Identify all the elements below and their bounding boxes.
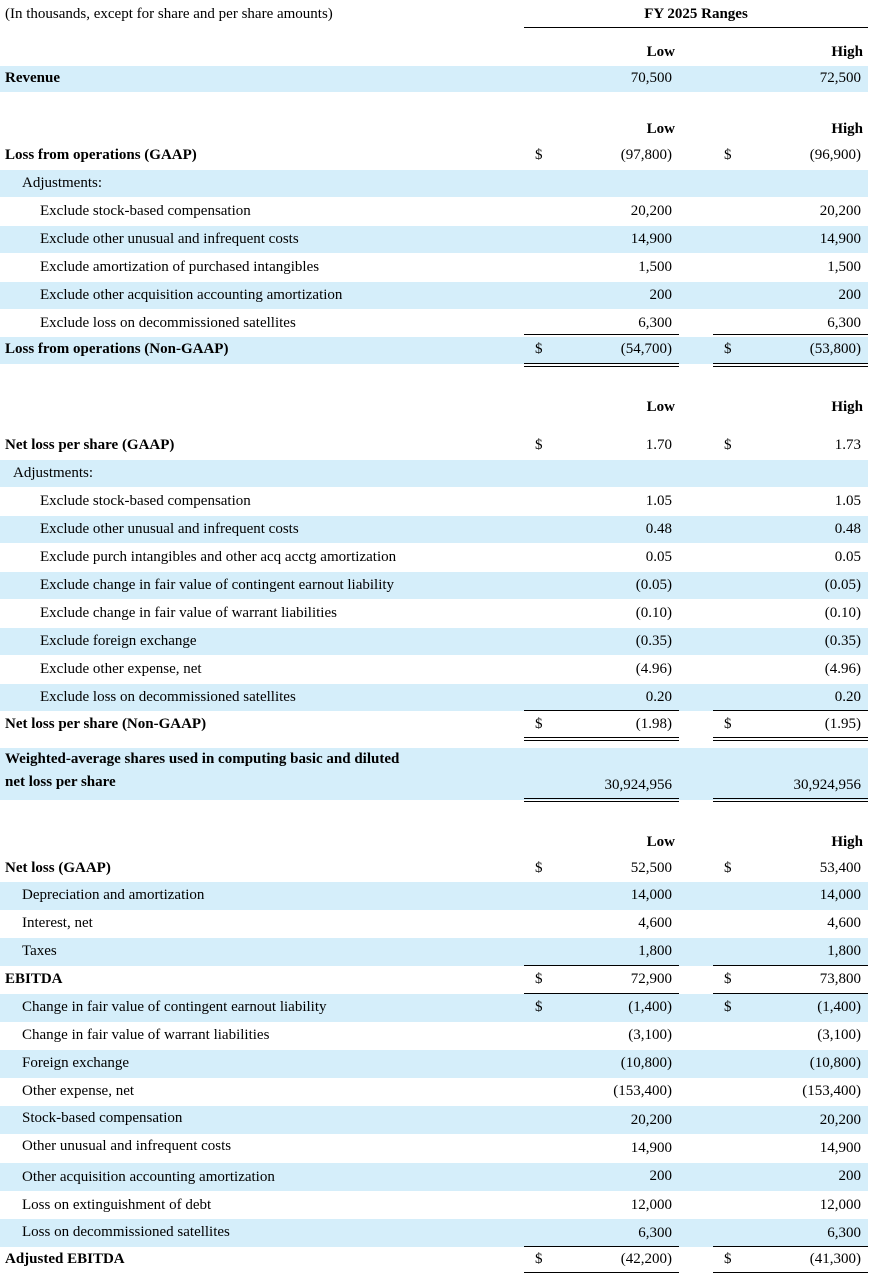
dollar-sign: $ <box>724 341 732 357</box>
high-header: High <box>831 44 863 60</box>
dollar-sign: $ <box>535 860 543 876</box>
high-value: 20,200 <box>819 1112 861 1128</box>
row-label: Other unusual and infrequent costs <box>22 1138 232 1154</box>
total-double-line <box>524 798 679 802</box>
row-label: Revenue <box>5 70 60 86</box>
table-row <box>0 1050 868 1078</box>
row-label: Loss from operations (GAAP) <box>5 147 197 163</box>
table-row <box>0 460 868 487</box>
row-label: Other acquisition accounting amortization <box>22 1169 275 1185</box>
low-value: 14,900 <box>630 231 672 247</box>
table-row <box>0 1106 868 1134</box>
row-label: Adjustments: <box>22 175 103 191</box>
high-value: 1,500 <box>827 259 861 275</box>
row-label: Net loss (GAAP) <box>5 860 111 876</box>
table-row <box>0 1191 868 1219</box>
high-value: (0.10) <box>824 605 861 621</box>
high-value: (10,800) <box>809 1055 861 1071</box>
low-value: (42,200) <box>620 1251 672 1267</box>
total-double-line <box>524 737 679 741</box>
table-row <box>0 628 868 655</box>
row-label: Other expense, net <box>22 1083 135 1099</box>
high-value: 6,300 <box>827 1225 861 1241</box>
row-label: Loss on decommissioned satellites <box>22 1224 230 1240</box>
dollar-sign: $ <box>535 1251 543 1267</box>
total-double-line <box>524 363 679 367</box>
total-line <box>524 1272 679 1273</box>
table-row <box>0 684 868 711</box>
low-value: (97,800) <box>620 147 672 163</box>
table-row <box>0 711 868 738</box>
table-row <box>0 994 868 1022</box>
table-row <box>0 282 868 309</box>
dollar-sign: $ <box>535 147 543 163</box>
high-value: (3,100) <box>817 1027 861 1043</box>
table-row <box>0 432 868 459</box>
row-label: Loss from operations (Non-GAAP) <box>5 341 229 357</box>
row-label: Change in fair value of contingent earnout liability <box>22 999 327 1015</box>
dollar-sign: $ <box>724 999 732 1015</box>
low-value: 70,500 <box>630 70 672 86</box>
row-label: Foreign exchange <box>22 1055 130 1071</box>
row-label: Interest, net <box>22 915 93 931</box>
low-value: (1,400) <box>628 999 672 1015</box>
high-value: 20,200 <box>819 203 861 219</box>
table-row <box>0 254 868 281</box>
table-row <box>0 855 868 882</box>
low-value: 0.48 <box>645 521 672 537</box>
low-value: (54,700) <box>620 341 672 357</box>
dollar-sign: $ <box>535 971 543 987</box>
row-label: Change in fair value of warrant liabilities <box>22 1027 270 1043</box>
total-double-line <box>713 798 868 802</box>
row-label: Adjustments: <box>13 465 94 481</box>
dollar-sign: $ <box>535 437 543 453</box>
low-value: (4.96) <box>635 661 672 677</box>
fy-ranges-title: FY 2025 Ranges <box>644 6 748 22</box>
low-value: 0.20 <box>645 689 672 705</box>
table-row <box>0 882 868 910</box>
low-value: (0.35) <box>635 633 672 649</box>
high-value: 1.05 <box>834 493 861 509</box>
table-row <box>0 1219 868 1247</box>
table-row <box>0 656 868 683</box>
low-value: (0.10) <box>635 605 672 621</box>
table-row <box>0 600 868 627</box>
table-row <box>0 966 868 994</box>
low-value: 20,200 <box>630 1112 672 1128</box>
dollar-sign: $ <box>535 716 543 732</box>
high-header: High <box>831 121 863 137</box>
row-label: Exclude amortization of purchased intangibles <box>40 259 320 275</box>
low-value: 4,600 <box>638 915 672 931</box>
high-value: 0.05 <box>834 549 861 565</box>
high-value: 200 <box>838 287 861 303</box>
high-value: 200 <box>838 1168 861 1184</box>
table-row <box>0 1163 868 1191</box>
low-value: 0.05 <box>645 549 672 565</box>
dollar-sign: $ <box>724 1251 732 1267</box>
row-label: Weighted-average shares used in computing basic and diluted <box>5 751 400 767</box>
total-line <box>713 1272 868 1273</box>
subtotal-line <box>713 334 868 335</box>
low-value: 14,000 <box>630 887 672 903</box>
row-label: Exclude stock-based compensation <box>40 493 251 509</box>
high-value: (4.96) <box>824 661 861 677</box>
low-value: 14,900 <box>630 1140 672 1156</box>
dollar-sign: $ <box>535 341 543 357</box>
high-value: 1,800 <box>827 943 861 959</box>
high-value: 4,600 <box>827 915 861 931</box>
row-label: Exclude other expense, net <box>40 661 202 677</box>
high-value: 72,500 <box>819 70 861 86</box>
row-label: Exclude purch intangibles and other acq acctg amortization <box>40 549 397 565</box>
low-value: (153,400) <box>613 1083 672 1099</box>
row-label: EBITDA <box>5 971 63 987</box>
row-label: Depreciation and amortization <box>22 887 205 903</box>
low-value: 6,300 <box>638 315 672 331</box>
high-value: 0.20 <box>834 689 861 705</box>
row-label: Net loss per share (GAAP) <box>5 437 175 453</box>
row-label: Adjusted EBITDA <box>5 1251 125 1267</box>
high-value: (0.35) <box>824 633 861 649</box>
high-value: 30,924,956 <box>793 777 861 793</box>
row-label: Exclude change in fair value of warrant liabilities <box>40 605 337 621</box>
table-row <box>0 143 868 170</box>
table-row <box>0 910 868 938</box>
high-value: 14,000 <box>819 887 861 903</box>
low-value: 20,200 <box>630 203 672 219</box>
dollar-sign: $ <box>724 437 732 453</box>
high-header: High <box>831 834 863 850</box>
low-value: 6,300 <box>638 1225 672 1241</box>
row-label: Loss on extinguishment of debt <box>22 1197 212 1213</box>
high-value: 53,400 <box>819 860 861 876</box>
title-underline <box>524 27 868 28</box>
revenue-row <box>0 66 868 92</box>
low-value: (0.05) <box>635 577 672 593</box>
subtotal-line <box>524 334 679 335</box>
high-value: 14,900 <box>819 231 861 247</box>
high-value: 6,300 <box>827 315 861 331</box>
low-value: 72,900 <box>630 971 672 987</box>
high-value: 1.73 <box>834 437 861 453</box>
low-header: Low <box>646 834 675 850</box>
table-row <box>0 310 868 337</box>
table-row <box>0 1247 868 1273</box>
high-value: 73,800 <box>819 971 861 987</box>
row-label: Exclude stock-based compensation <box>40 203 251 219</box>
high-value: (153,400) <box>802 1083 861 1099</box>
row-label: Stock-based compensation <box>22 1110 183 1126</box>
table-row <box>0 198 868 225</box>
high-value: 12,000 <box>819 1197 861 1213</box>
low-value: (1.98) <box>635 716 672 732</box>
high-value: (1,400) <box>817 999 861 1015</box>
low-value: 52,500 <box>630 860 672 876</box>
low-value: 200 <box>649 287 672 303</box>
low-value: 1.70 <box>645 437 672 453</box>
dollar-sign: $ <box>535 999 543 1015</box>
low-value: 200 <box>649 1168 672 1184</box>
row-label: Taxes <box>22 943 57 959</box>
total-double-line <box>713 363 868 367</box>
row-label: Exclude loss on decommissioned satellites <box>40 689 296 705</box>
low-value: (10,800) <box>620 1055 672 1071</box>
row-label: net loss per share <box>5 774 116 790</box>
row-label: Exclude other acquisition accounting amortization <box>40 287 343 303</box>
low-header: Low <box>646 399 675 415</box>
low-value: (3,100) <box>628 1027 672 1043</box>
row-label: Exclude loss on decommissioned satellites <box>40 315 296 331</box>
low-value: 1,800 <box>638 943 672 959</box>
dollar-sign: $ <box>724 860 732 876</box>
row-label: Exclude change in fair value of contingent earnout liability <box>40 577 395 593</box>
row-label: Exclude other unusual and infrequent costs <box>40 231 299 247</box>
low-header: Low <box>646 44 675 60</box>
units-note: (In thousands, except for share and per share amounts) <box>5 6 333 22</box>
low-value: 12,000 <box>630 1197 672 1213</box>
table-row <box>0 1078 868 1106</box>
high-value: 14,900 <box>819 1140 861 1156</box>
table-row <box>0 226 868 253</box>
table-row <box>0 516 868 543</box>
table-row <box>0 1134 868 1162</box>
table-row <box>0 938 868 966</box>
row-label: Net loss per share (Non-GAAP) <box>5 716 207 732</box>
total-double-line <box>713 737 868 741</box>
weighted-shares-row <box>0 748 868 800</box>
high-value: (96,900) <box>809 147 861 163</box>
table-row <box>0 488 868 515</box>
dollar-sign: $ <box>724 971 732 987</box>
table-row <box>0 572 868 599</box>
table-row <box>0 544 868 571</box>
dollar-sign: $ <box>724 147 732 163</box>
high-value: (1.95) <box>824 716 861 732</box>
high-header: High <box>831 399 863 415</box>
table-row <box>0 170 868 197</box>
high-value: (0.05) <box>824 577 861 593</box>
low-header: Low <box>646 121 675 137</box>
low-value: 1,500 <box>638 259 672 275</box>
row-label: Exclude other unusual and infrequent costs <box>40 521 299 537</box>
row-label: Exclude foreign exchange <box>40 633 197 649</box>
low-value: 1.05 <box>645 493 672 509</box>
high-value: (41,300) <box>809 1251 861 1267</box>
low-value: 30,924,956 <box>604 777 672 793</box>
high-value: 0.48 <box>834 521 861 537</box>
table-row <box>0 1022 868 1050</box>
high-value: (53,800) <box>809 341 861 357</box>
table-row <box>0 337 868 364</box>
dollar-sign: $ <box>724 716 732 732</box>
